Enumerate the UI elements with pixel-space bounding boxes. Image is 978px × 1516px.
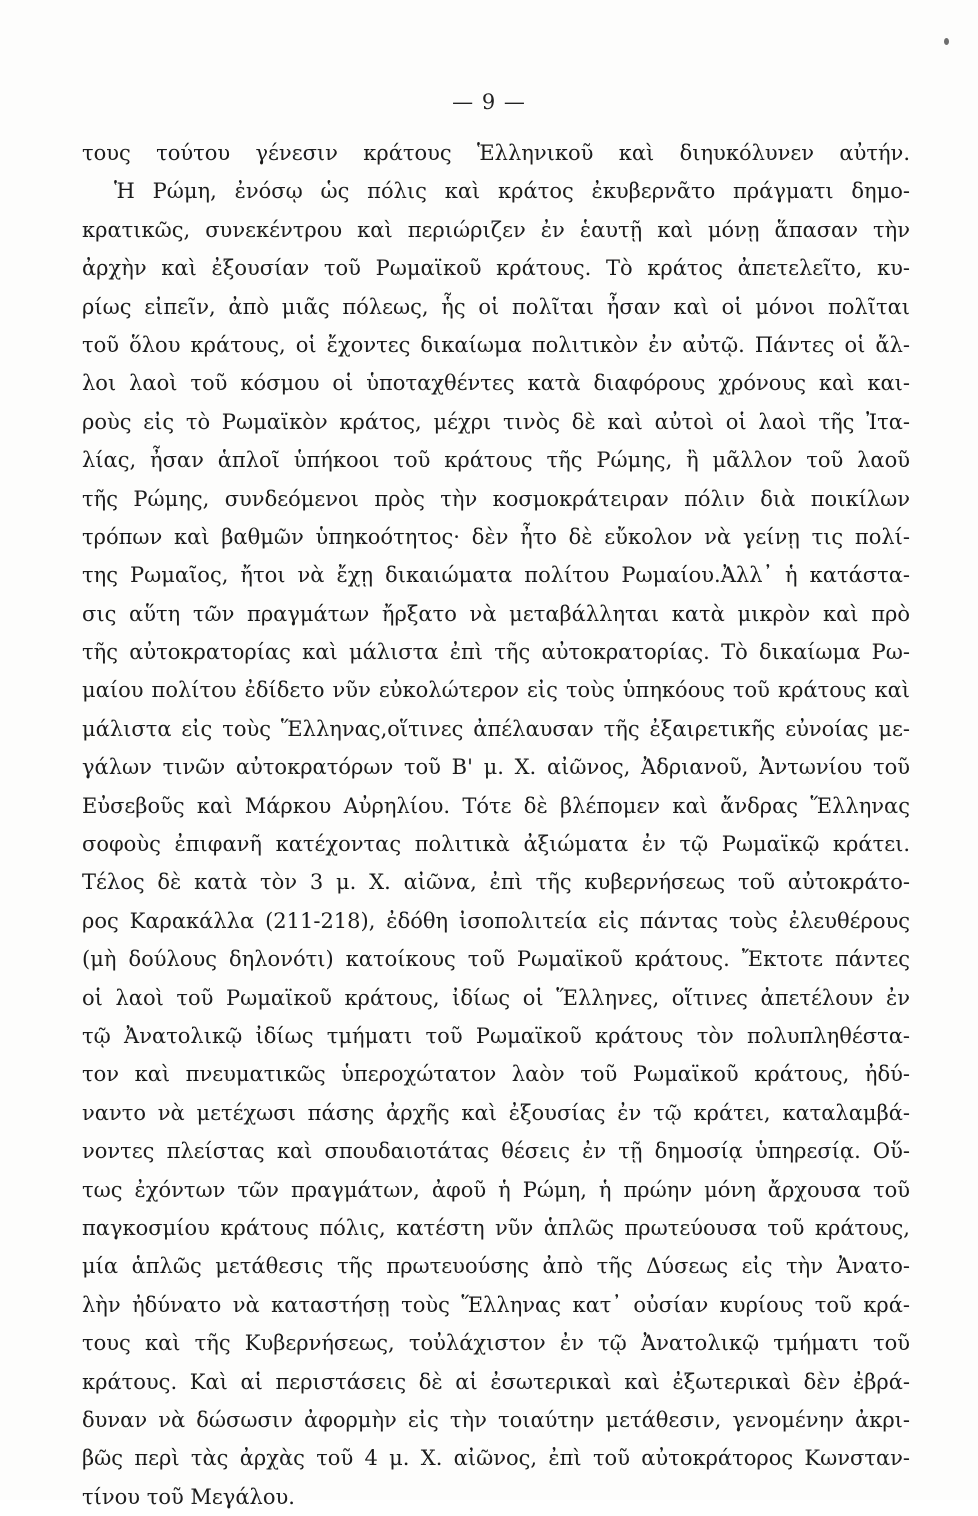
text-line-34: δυναν νὰ δώσωσιν ἀφορμὴν εἰς τὴν τοιαύτην μετάθεσιν, γενομένην ἀκρι-	[82, 1407, 910, 1432]
text-line-3: κρατικῶς, συνεκέντρου καὶ περιώριζεν ἐν ἑαυτῇ καὶ μόνῃ ἅπασαν τὴν	[82, 217, 910, 242]
text-line-5: ρίως εἰπεῖν, ἀπὸ μιᾶς πόλεως, ἧς οἱ πολῖται ἦσαν καὶ οἱ μόνοι πολῖται	[82, 294, 910, 319]
text-line-13: σις αὕτη τῶν πραγμάτων ἤρξατο νὰ μεταβάλληται κατὰ μικρὸν καὶ πρὸ	[82, 601, 910, 626]
text-line-8: ροὺς εἰς τὸ Ρωμαϊκὸν κράτος, μέχρι τινὸς δὲ καὶ αὐτοὶ οἱ λαοὶ τῆς Ἰτα-	[82, 409, 910, 434]
text-line-4: ἀρχὴν καὶ ἐξουσίαν τοῦ Ρωμαϊκοῦ κράτους. Τὸ κράτος ἀπετελεῖτο, κυ-	[82, 256, 910, 281]
text-line-28: τως ἐχόντων τῶν πραγμάτων, ἀφοῦ ἡ Ρώμη, ἡ πρώην μόνη ἄρχουσα τοῦ	[82, 1177, 910, 1202]
text-line-23: οἱ λαοὶ τοῦ Ρωμαϊκοῦ κράτους, ἰδίως οἱ Ἕλληνες, οἵτινες ἀπετέλουν ἐν	[82, 985, 910, 1010]
text-line-1: τους τούτου γένεσιν κράτους Ἑλληνικοῦ καὶ διηυκόλυνεν αὐτήν.	[82, 141, 910, 165]
text-line-27: νοντες πλείστας καὶ σπουδαιοτάτας θέσεις ἐν τῇ δημοσίᾳ ὑπηρεσίᾳ. Οὕ-	[82, 1139, 910, 1164]
text-line-36: τίνου τοῦ Μεγάλου.	[82, 1484, 295, 1509]
text-line-26: ναντο νὰ μετέχωσι πάσης ἀρχῆς καὶ ἐξουσίας ἐν τῷ κράτει, καταλαμβά-	[82, 1100, 910, 1125]
text-line-22: (μὴ δούλους δηλονότι) κατοίκους τοῦ Ρωμαϊκοῦ κράτους. Ἔκτοτε πάντες	[82, 947, 910, 972]
text-line-11: τρόπων καὶ βαθμῶν ὑπηκοότητος· δὲν ἦτο δὲ εὔκολον νὰ γείνῃ τις πολί-	[82, 524, 910, 549]
text-line-9: λίας, ἦσαν ἁπλοῖ ὑπήκοοι τοῦ κράτους τῆς Ρώμης, ἢ μᾶλλον τοῦ λαοῦ	[82, 448, 910, 473]
page-number: — 9 —	[452, 90, 526, 114]
text-line-35: βῶς περὶ τὰς ἀρχὰς τοῦ 4 μ. Χ. αἰῶνος, ἐπὶ τοῦ αὐτοκράτορος Κωνσταν-	[82, 1446, 910, 1471]
text-line-14: τῆς αὐτοκρατορίας καὶ μάλιστα ἐπὶ τῆς αὐτοκρατορίας. Τὸ δικαίωμα Ρω-	[82, 640, 910, 665]
body-text	[82, 134, 910, 1516]
text-line-17: γάλων τινῶν αὐτοκρατόρων τοῦ Β' μ. Χ. αἰῶνος, Ἀδριανοῦ, Ἀντωνίου τοῦ	[82, 755, 910, 780]
text-line-29: παγκοσμίου κράτους πόλις, κατέστη νῦν ἁπλῶς πρωτεύουσα τοῦ κράτους,	[82, 1215, 910, 1240]
text-line-25: τον καὶ πνευματικῶς ὑπεροχώτατον λαὸν τοῦ Ρωμαϊκοῦ κράτους, ἠδύ-	[82, 1062, 910, 1087]
text-line-32: τους καὶ τῆς Κυβερνήσεως, τοὐλάχιστον ἐν τῷ Ἀνατολικῷ τμήματι τοῦ	[82, 1331, 910, 1356]
text-line-15: μαίου πολίτου ἐδίδετο νῦν εὐκολώτερον εἰς τοὺς ὑπηκόους τοῦ κράτους καὶ	[82, 678, 910, 703]
text-line-2: Ἡ Ρώμη, ἐνόσῳ ὡς πόλις καὶ κράτος ἐκυβερνᾶτο πράγματι δημο-	[114, 179, 910, 204]
text-line-7: λοι λαοὶ τοῦ κόσμου οἱ ὑποταχθέντες κατὰ διαφόρους χρόνους καὶ και-	[82, 371, 910, 396]
text-line-30: μία ἁπλῶς μετάθεσις τῆς πρωτευούσης ἀπὸ τῆς Δύσεως εἰς τὴν Ἀνατο-	[82, 1254, 910, 1279]
text-line-6: τοῦ ὅλου κράτους, οἱ ἔχοντες δικαίωμα πολιτικὸν ἐν αὐτῷ. Πάντες οἱ ἄλ-	[82, 332, 910, 357]
text-line-33: κράτους. Καὶ αἱ περιστάσεις δὲ αἱ ἐσωτερικαὶ καὶ ἐξωτερικαὶ δὲν ἐβρά-	[82, 1369, 910, 1394]
text-line-21: ρος Καρακάλλα (211-218), ἐδόθη ἰσοπολιτεία εἰς πάντας τοὺς ἐλευθέρους	[82, 908, 910, 933]
text-line-16: μάλιστα εἰς τοὺς Ἕλληνας,οἵτινες ἀπέλαυσαν τῆς ἐξαιρετικῆς εὐνοίας με-	[82, 716, 910, 741]
text-line-31: λὴν ἠδύνατο νὰ καταστήσῃ τοὺς Ἕλληνας κατ᾽ οὐσίαν κυρίους τοῦ κρά-	[82, 1292, 910, 1317]
text-line-12: της Ρωμαῖος, ἤτοι νὰ ἔχῃ δικαιώματα πολίτου Ρωμαίου.Ἀλλ᾽ ἡ κατάστα-	[82, 563, 910, 588]
text-line-18: Εὐσεβοῦς καὶ Μάρκου Αὐρηλίου. Τότε δὲ βλέπομεν καὶ ἄνδρας Ἕλληνας	[82, 793, 910, 818]
text-line-20: Τέλος δὲ κατὰ τὸν 3 μ. Χ. αἰῶνα, ἐπὶ τῆς κυβερνήσεως τοῦ αὐτοκράτο-	[82, 870, 910, 895]
text-line-10: τῆς Ρώμης, συνδεόμενοι πρὸς τὴν κοσμοκράτειραν πόλιν διὰ ποικίλων	[82, 486, 910, 511]
ink-speck	[944, 38, 949, 45]
text-line-19: σοφοὺς ἐπιφανῆ κατέχοντας πολιτικὰ ἀξιώματα ἐν τῷ Ρωμαϊκῷ κράτει.	[82, 832, 910, 857]
text-line-24: τῷ Ἀνατολικῷ ἰδίως τμήματι τοῦ Ρωμαϊκοῦ κράτους τὸν πολυπληθέστα-	[82, 1023, 910, 1048]
